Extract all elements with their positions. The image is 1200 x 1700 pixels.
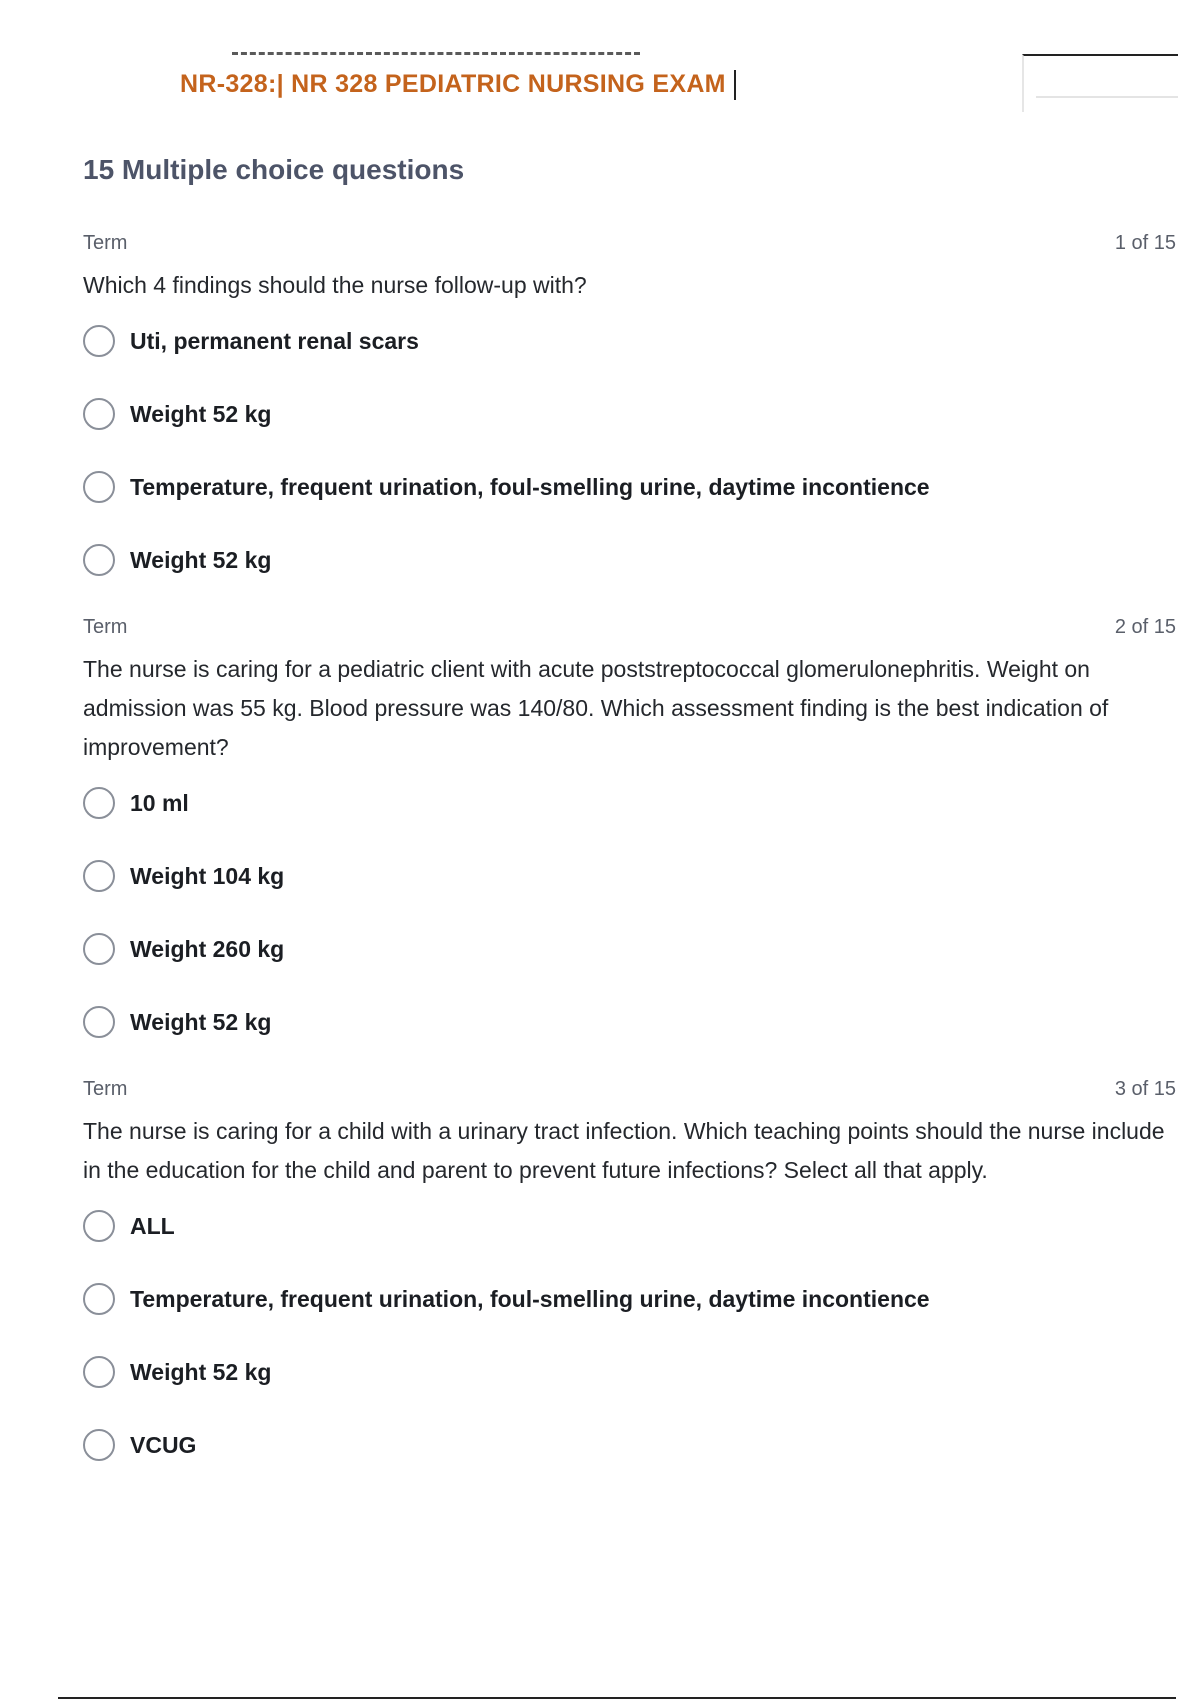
question-text: The nurse is caring for a child with a urinary tract infection. Which teaching points should the nurse include in the education for the child and parent to prevent future infections? Select all that apply. (83, 1118, 1165, 1183)
question-text: Which 4 findings should the nurse follow-up with? (83, 272, 587, 298)
answer-option[interactable] (83, 931, 1176, 967)
answer-label: ALL (130, 1212, 175, 1239)
answer-options (83, 1208, 1176, 1463)
answer-option[interactable] (83, 785, 1176, 821)
answer-option[interactable] (83, 323, 1176, 359)
radio-button-icon[interactable] (83, 933, 115, 965)
answer-option[interactable] (83, 1354, 1176, 1390)
term-label: Term (83, 231, 128, 254)
section-title: 15 Multiple choice questions (83, 154, 465, 185)
answer-label: Weight 104 kg (130, 862, 285, 889)
answer-option[interactable] (83, 469, 1176, 505)
answer-option[interactable] (83, 1281, 1176, 1317)
radio-button-icon[interactable] (83, 471, 115, 503)
radio-button-icon[interactable] (83, 1283, 115, 1315)
radio-button-icon[interactable] (83, 1210, 115, 1242)
question-card (83, 614, 1176, 1040)
question-counter: 3 of 15 (1114, 1077, 1176, 1100)
radio-button-icon[interactable] (83, 787, 115, 819)
answer-label: Weight 52 kg (130, 1358, 272, 1385)
answer-label: Weight 260 kg (130, 935, 285, 962)
radio-button-icon[interactable] (83, 860, 115, 892)
answer-option[interactable] (83, 396, 1176, 432)
question-text: The nurse is caring for a pediatric client with acute poststreptococcal glomerulonephritis. Weight on admission was 55 kg. Blood pressure was 140/80. Which assessment finding is the best indication of improvement? (83, 656, 1109, 760)
radio-button-icon[interactable] (83, 398, 115, 430)
answer-option[interactable] (83, 1427, 1176, 1463)
radio-button-icon[interactable] (83, 1429, 115, 1461)
question-header (83, 230, 1176, 256)
document-title: NR-328:| NR 328 PEDIATRIC NURSING EXAM (180, 70, 726, 98)
document-title-bar (180, 70, 736, 100)
question-card (83, 1076, 1176, 1463)
radio-button-icon[interactable] (83, 325, 115, 357)
answer-label: VCUG (130, 1431, 197, 1458)
question-counter: 1 of 15 (1114, 231, 1176, 254)
answer-option[interactable] (83, 1004, 1176, 1040)
answer-label: Temperature, frequent urination, foul-smelling urine, daytime incontience (130, 473, 930, 500)
term-label: Term (83, 615, 128, 638)
answer-options (83, 785, 1176, 1040)
answer-label: Weight 52 kg (130, 400, 272, 427)
header-corner-frame (1022, 54, 1178, 112)
answer-label: Weight 52 kg (130, 546, 272, 573)
answer-label: Temperature, frequent urination, foul-smelling urine, daytime incontience (130, 1285, 930, 1312)
page-bottom-rule (58, 1697, 1176, 1699)
text-cursor (734, 70, 736, 100)
answer-options (83, 323, 1176, 578)
answer-option[interactable] (83, 858, 1176, 894)
question-header (83, 614, 1176, 640)
answer-label: Uti, permanent renal scars (130, 327, 419, 354)
radio-button-icon[interactable] (83, 1356, 115, 1388)
answer-label: Weight 52 kg (130, 1008, 272, 1035)
radio-button-icon[interactable] (83, 1006, 115, 1038)
answer-option[interactable] (83, 542, 1176, 578)
answer-label: 10 ml (130, 789, 189, 816)
clipped-header-line (232, 52, 640, 55)
question-counter: 2 of 15 (1114, 615, 1176, 638)
question-header (83, 1076, 1176, 1102)
answer-option[interactable] (83, 1208, 1176, 1244)
question-card (83, 230, 1176, 578)
term-label: Term (83, 1077, 128, 1100)
radio-button-icon[interactable] (83, 544, 115, 576)
quiz-main (83, 150, 1176, 1499)
